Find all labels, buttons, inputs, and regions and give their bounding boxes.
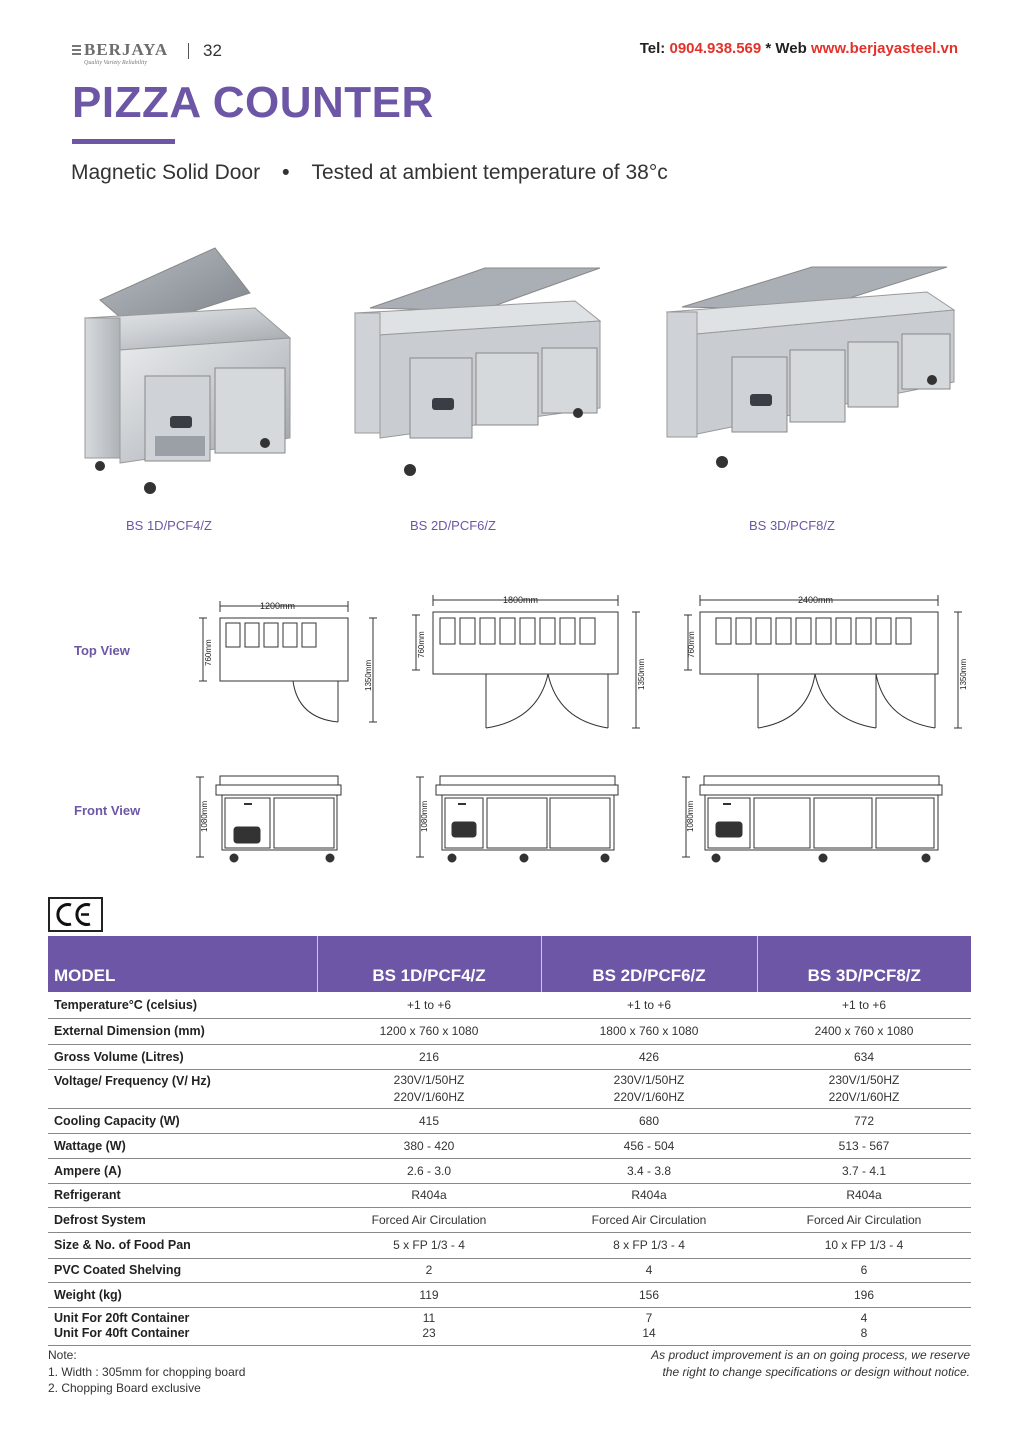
row-label: PVC Coated Shelving: [48, 1258, 317, 1282]
ce-mark: [48, 897, 103, 932]
row-label: Gross Volume (Litres): [48, 1044, 317, 1069]
table-row: [48, 1258, 971, 1282]
front-view-2d: [412, 772, 627, 867]
front-view-3d-height: 1080mm: [686, 800, 695, 832]
front-view-1d: [192, 772, 347, 867]
product-photo-3d: [662, 262, 957, 472]
cell: 4: [541, 1258, 757, 1282]
subtitle-left: Magnetic Solid Door: [71, 161, 261, 184]
cell: 2: [317, 1258, 541, 1282]
cell: 119: [317, 1282, 541, 1307]
cell: 8 x FP 1/3 - 4: [541, 1232, 757, 1258]
subtitle: [71, 161, 668, 185]
header-model: MODEL: [48, 936, 317, 992]
table-row: [48, 1207, 971, 1232]
cell-line: 14: [642, 1326, 656, 1340]
table-row: [48, 1282, 971, 1307]
cell: 513 - 567: [757, 1133, 971, 1158]
notes: [48, 1347, 245, 1397]
cell-line: 23: [422, 1326, 436, 1340]
row-label: Refrigerant: [48, 1183, 317, 1207]
table-row: [48, 1232, 971, 1258]
page-number: 32: [203, 41, 222, 60]
cell: 3.7 - 4.1: [757, 1158, 971, 1183]
cell: Forced Air Circulation: [541, 1207, 757, 1232]
disclaimer-line: As product improvement is an on going process, we reserve: [651, 1348, 970, 1362]
cell-line: 220V/1/60HZ: [393, 1089, 465, 1104]
brand-name: BERJAYA: [84, 40, 169, 59]
top-view-2d: [408, 590, 648, 735]
header-divider: [188, 43, 189, 59]
top-view-3d-open: 1350mm: [959, 658, 968, 690]
cell-line: 230V/1/50HZ: [393, 1072, 465, 1087]
top-view-2d-open: 1350mm: [637, 658, 646, 690]
cell-line: 8: [860, 1326, 868, 1340]
row-label: Ampere (A): [48, 1158, 317, 1183]
cell: [541, 1069, 757, 1108]
table-row: [48, 1307, 971, 1345]
top-view-2d-width: 1800mm: [503, 595, 539, 605]
web-label: * Web: [761, 40, 811, 57]
title-underline: [72, 139, 175, 144]
top-view-1d-depth: 760mm: [204, 639, 213, 666]
ce-icon: [50, 899, 101, 930]
spec-table: [48, 936, 971, 1346]
header-model-2: BS 2D/PCF6/Z: [541, 936, 757, 992]
header-model-1: BS 1D/PCF4/Z: [317, 936, 541, 992]
table-row: [48, 1183, 971, 1207]
cell-line: 4: [860, 1311, 868, 1325]
cell: 3.4 - 3.8: [541, 1158, 757, 1183]
cell: 10 x FP 1/3 - 4: [757, 1232, 971, 1258]
cell: 380 - 420: [317, 1133, 541, 1158]
cell: 156: [541, 1282, 757, 1307]
page-title: PIZZA COUNTER: [72, 78, 434, 127]
bullet: •: [282, 161, 290, 184]
cell: +1 to +6: [541, 992, 757, 1018]
row-label-line: Unit For 40ft Container: [54, 1326, 190, 1340]
note-item: 2. Chopping Board exclusive: [48, 1381, 201, 1395]
disclaimer: [570, 1347, 970, 1380]
table-row: [48, 992, 971, 1018]
cell: 680: [541, 1108, 757, 1133]
header-model-3: BS 3D/PCF8/Z: [757, 936, 971, 992]
top-view-label: Top View: [74, 643, 130, 658]
cell: 415: [317, 1108, 541, 1133]
cell: 426: [541, 1044, 757, 1069]
table-row: [48, 1108, 971, 1133]
cell-line: 7: [645, 1311, 653, 1325]
row-label: Wattage (W): [48, 1133, 317, 1158]
table-row: [48, 1069, 971, 1108]
table-row: [48, 1158, 971, 1183]
cell: 1200 x 760 x 1080: [317, 1018, 541, 1044]
note-item: 1. Width : 305mm for chopping board: [48, 1364, 246, 1379]
product-caption-3: BS 3D/PCF8/Z: [749, 518, 835, 533]
cell: 6: [757, 1258, 971, 1282]
row-label-line: Unit For 20ft Container: [54, 1311, 190, 1325]
top-view-3d-depth: 760mm: [687, 631, 696, 658]
cell: 5 x FP 1/3 - 4: [317, 1232, 541, 1258]
top-view-1d-width: 1200mm: [260, 601, 296, 611]
table-row: [48, 1133, 971, 1158]
cell: R404a: [757, 1183, 971, 1207]
brand-tagline: Quality Variety Reliability: [84, 60, 147, 66]
cell: 196: [757, 1282, 971, 1307]
cell: Forced Air Circulation: [757, 1207, 971, 1232]
table-row: [48, 1018, 971, 1044]
contact-info: [640, 40, 958, 57]
product-caption-1: BS 1D/PCF4/Z: [126, 518, 212, 533]
front-view-label: Front View: [74, 803, 141, 818]
table-header-row: [48, 936, 971, 992]
disclaimer-line: the right to change specifications or design without notice.: [662, 1364, 970, 1379]
cell: +1 to +6: [757, 992, 971, 1018]
row-label: Temperature°C (celsius): [48, 992, 317, 1018]
cell: [317, 1307, 541, 1345]
table-row: [48, 1044, 971, 1069]
row-label: Defrost System: [48, 1207, 317, 1232]
cell: 634: [757, 1044, 971, 1069]
row-label: Weight (kg): [48, 1282, 317, 1307]
cell-line: 230V/1/50HZ: [828, 1072, 900, 1087]
top-view-2d-depth: 760mm: [417, 631, 426, 658]
row-label: Size & No. of Food Pan: [48, 1232, 317, 1258]
front-view-1d-height: 1080mm: [200, 800, 209, 832]
logo-bars-icon: [72, 45, 81, 57]
cell: +1 to +6: [317, 992, 541, 1018]
notes-heading: Note:: [48, 1348, 77, 1362]
cell: 2.6 - 3.0: [317, 1158, 541, 1183]
cell: [317, 1069, 541, 1108]
cell: R404a: [317, 1183, 541, 1207]
product-photo-2d: [350, 263, 605, 478]
cell: 216: [317, 1044, 541, 1069]
tel-number[interactable]: 0904.938.569: [669, 40, 762, 57]
cell-line: 220V/1/60HZ: [828, 1089, 900, 1104]
row-label: External Dimension (mm): [48, 1018, 317, 1044]
row-label: [48, 1307, 317, 1345]
top-view-3d: [680, 590, 970, 735]
row-label: Voltage/ Frequency (V/ Hz): [48, 1069, 317, 1108]
cell: 1800 x 760 x 1080: [541, 1018, 757, 1044]
cell-line: 11: [422, 1311, 436, 1325]
cell: [757, 1069, 971, 1108]
cell-line: 230V/1/50HZ: [613, 1072, 685, 1087]
cell: [541, 1307, 757, 1345]
product-caption-2: BS 2D/PCF6/Z: [410, 518, 496, 533]
tel-label: Tel:: [639, 40, 670, 57]
front-view-2d-height: 1080mm: [420, 800, 429, 832]
cell-line: 220V/1/60HZ: [613, 1089, 685, 1104]
cell: 772: [757, 1108, 971, 1133]
brand-logo: [72, 40, 182, 70]
cell: 456 - 504: [541, 1133, 757, 1158]
subtitle-right: Tested at ambient temperature of 38°c: [311, 161, 668, 184]
row-label: Cooling Capacity (W): [48, 1108, 317, 1133]
top-view-3d-width: 2400mm: [798, 595, 834, 605]
cell: [757, 1307, 971, 1345]
top-view-1d: [198, 596, 383, 731]
cell: R404a: [541, 1183, 757, 1207]
product-photo-1d: [80, 238, 295, 500]
top-view-1d-open: 1350mm: [364, 659, 373, 691]
cell: Forced Air Circulation: [317, 1207, 541, 1232]
front-view-3d: [678, 772, 948, 867]
cell: 2400 x 760 x 1080: [757, 1018, 971, 1044]
web-link[interactable]: www.berjayasteel.vn: [810, 40, 958, 57]
